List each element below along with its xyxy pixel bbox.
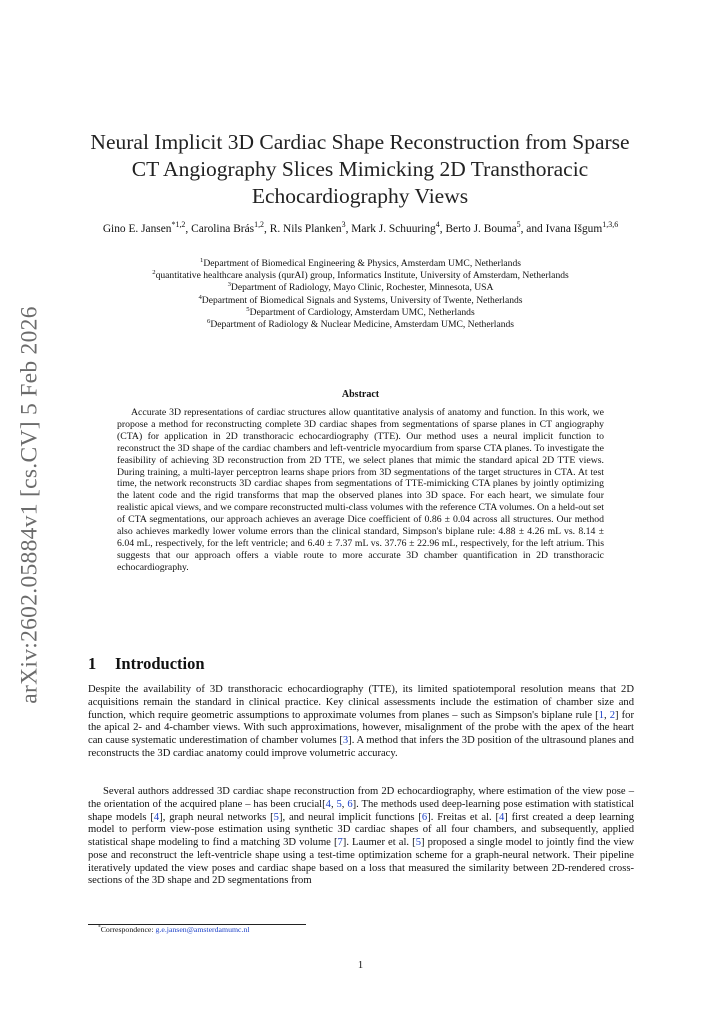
- affiliation-line: [100, 295, 621, 307]
- author-name: Ivana Išgum: [545, 223, 603, 235]
- citation-link[interactable]: 5: [273, 811, 279, 823]
- author: [102, 220, 186, 235]
- paragraph-text: ,: [603, 709, 610, 721]
- citation-link[interactable]: 4: [325, 798, 331, 810]
- footnote-label: Correspondence:: [100, 925, 156, 934]
- citation-link[interactable]: 4: [499, 811, 505, 823]
- section-title: Introduction: [115, 654, 205, 673]
- author-affiliation-mark: 5: [516, 220, 521, 230]
- intro-paragraph-1: [88, 684, 634, 761]
- paragraph-text: Despite the availability of 3D transthoracic echocardiography (TTE), its limited spatiotemporal resolution means that 2D acquisitions remain the standard in clinical practice. Key clinical assessments include the estimation of chamber size and function, which require geometric assumptions to approximate volumes from planes – such as Simpson's biplane rule [: [88, 684, 634, 721]
- author-name: Berto J. Bouma: [445, 223, 517, 235]
- author-name: Carolina Brás: [191, 223, 255, 235]
- author-separator: , and: [520, 223, 546, 235]
- citation-link[interactable]: 7: [337, 837, 343, 848]
- paragraph-text: ]. The methods used deep-learning pose estimation with statistical shape models [: [88, 798, 635, 823]
- correspondence-footnote: [98, 925, 250, 934]
- paragraph-text: ] for the apical 2- and 4-chamber views. With such approximations, however, misalignment of the probe with the apex of the heart can cause systematic underestimation of chamber volumes [: [88, 709, 635, 746]
- intro-paragraph-2: [88, 786, 634, 888]
- paper-title: Neural Implicit 3D Cardiac Shape Reconstruction from Sparse CT Angiography Slices Mimicking 2D Transthoracic Echocardiography Views: [90, 130, 630, 208]
- affiliation-line: [100, 270, 621, 282]
- affiliation-number: 4: [198, 293, 202, 301]
- author-affiliation-mark: 4: [435, 220, 440, 230]
- affiliation-text: quantitative healthcare analysis (qurAI) group, Informatics Institute, University of Amsterdam, Netherlands: [155, 270, 569, 282]
- arxiv-identifier-text: arXiv:2602.05884v1 [cs.CV] 5 Feb 2026: [16, 306, 43, 704]
- affiliation-text: Department of Cardiology, Amsterdam UMC, Netherlands: [249, 306, 475, 318]
- correspondence-email-link[interactable]: g.e.jansen@amsterdamumc.nl: [155, 925, 250, 934]
- paragraph-text: ]. Freitas et al. [: [427, 811, 499, 823]
- author-list: [88, 222, 633, 236]
- affiliation-number: 5: [246, 305, 250, 313]
- author-separator: ,: [439, 223, 446, 235]
- author-separator: ,: [185, 223, 192, 235]
- author: [445, 220, 521, 235]
- section-heading: [88, 654, 205, 674]
- author-affiliation-mark: 3: [341, 220, 346, 230]
- citation-link[interactable]: 4: [153, 811, 160, 823]
- citation-link[interactable]: 5: [336, 798, 342, 810]
- affiliation-number: 1: [200, 256, 204, 264]
- citation-link[interactable]: 3: [342, 735, 349, 746]
- affiliation-text: Department of Radiology, Mayo Clinic, Rochester, Minnesota, USA: [230, 282, 494, 294]
- paragraph-text: ]. A method that infers the 3D position of the ultrasound planes and reconstructs the 3D cardiac anatomy could improve volumetric accuracy.: [88, 735, 634, 759]
- page-number: 1: [357, 960, 364, 971]
- abstract-text: Accurate 3D representations of cardiac structures allow quantitative analysis of anatomy and function. In this work, we propose a method for reconstructing complete 3D cardiac shapes from segmentations of sparse planes in CT angiography (CTA) for application in 2D transthoracic echocardiography (TTE). Our method uses a neural implicit function to reconstruct the 3D shape of the cardiac chambers and left-ventricle myocardium from sparse CTA planes. To investigate the feasibility of achieving 3D reconstruction from 2D TTE, we select planes that mimic the standard apical 2D TTE views. During training, a multi-layer perceptron learns shape priors from 3D segmentations of the target structures in CTA. At test time, the network reconstructs 3D cardiac shapes from segmentations of TTE-mimicking CTA planes by jointly optimizing the latent code and the rigid transforms that map the observed planes into 3D space. For each heart, we simulate four realistic apical views, and we compare reconstructed multi-class volumes with the reference CTA volumes. On a held-out set of CTA segmentations, our approach achieves an average Dice coefficient of 0.86 ± 0.04 across all structures. Our method also achieves markedly lower volume errors than the clinical standard, Simpson's biplane rule: 4.88 ± 4.26 mL vs. 8.14 ± 6.04 mL, respectively, for the left ventricle; and 6.40 ± 7.37 mL vs. 37.76 ± 22.96 mL, respectively, for the left atrium. This suggests that our approach offers a viable route to more accurate 3D chamber quantification in 2D transthoracic echocardiography.: [117, 407, 604, 573]
- paragraph-text: ] proposed a single model to jointly find the view pose and reconstruct the left-ventricle shape using a test-time optimization scheme for a graph-neural network. Their pipeline iteratively updated the view poses and cardiac shape based on a loss that measured the similarity between 2D-rendered cross-sections of the 3D shape and 2D segmentations from: [88, 837, 634, 887]
- paragraph-text: ,: [341, 798, 348, 810]
- author-name: Mark J. Schuuring: [351, 223, 436, 235]
- author-separator: ,: [264, 223, 270, 235]
- footnote-mark: *: [98, 924, 101, 931]
- citation-link[interactable]: 1: [598, 709, 604, 721]
- paragraph-text: ] first created a deep learning model to perform view-pose estimation using synthetic 3D cardiac shapes of all four chambers, and subsequently, applied statistical shape modeling to find a matching 3D volume [: [88, 811, 634, 848]
- arxiv-identifier: [8, 306, 52, 704]
- affiliation-text: Department of Radiology & Nuclear Medicine, Amsterdam UMC, Netherlands: [210, 319, 515, 331]
- affiliation-number: 3: [227, 281, 231, 289]
- author-affiliation-mark: 1,2: [254, 220, 265, 230]
- abstract-heading: Abstract: [341, 389, 380, 400]
- author: [351, 220, 440, 235]
- author-name: R. Nils Planken: [269, 223, 342, 235]
- affiliation-text: Department of Biomedical Signals and Systems, University of Twente, Netherlands: [201, 294, 523, 306]
- affiliation-line: [100, 307, 621, 319]
- citation-link[interactable]: 2: [609, 709, 616, 721]
- author-affiliation-mark: 1,3,6: [602, 220, 619, 230]
- affiliation-text: Department of Biomedical Engineering & Physics, Amsterdam UMC, Netherlands: [203, 258, 521, 269]
- affiliation-line: [100, 319, 621, 331]
- citation-link[interactable]: 6: [347, 798, 353, 810]
- paragraph-text: ]. Laumer et al. [: [342, 837, 416, 848]
- author: [191, 220, 265, 235]
- affiliation-list: [100, 258, 621, 331]
- author: [269, 220, 346, 235]
- section-number: 1: [88, 654, 97, 673]
- affiliation-line: [100, 258, 621, 270]
- citation-link[interactable]: 5: [415, 837, 421, 848]
- paragraph-text: ], graph neural networks [: [159, 811, 274, 823]
- paragraph-text: ], and neural implicit functions [: [278, 811, 422, 823]
- author-separator: ,: [345, 223, 352, 235]
- affiliation-line: [100, 282, 621, 294]
- author-affiliation-mark: *1,2: [171, 220, 186, 230]
- affiliation-number: 2: [152, 269, 156, 277]
- paragraph-text: ,: [330, 798, 337, 810]
- paragraph-text: Several authors addressed 3D cardiac shape reconstruction from 2D echocardiography, where estimation of the view pose – the orientation of the acquired plane – has been crucial[: [88, 786, 634, 810]
- author-name: Gino E. Jansen: [102, 223, 172, 235]
- author: [545, 220, 619, 235]
- citation-link[interactable]: 6: [421, 811, 428, 823]
- affiliation-number: 6: [206, 317, 211, 325]
